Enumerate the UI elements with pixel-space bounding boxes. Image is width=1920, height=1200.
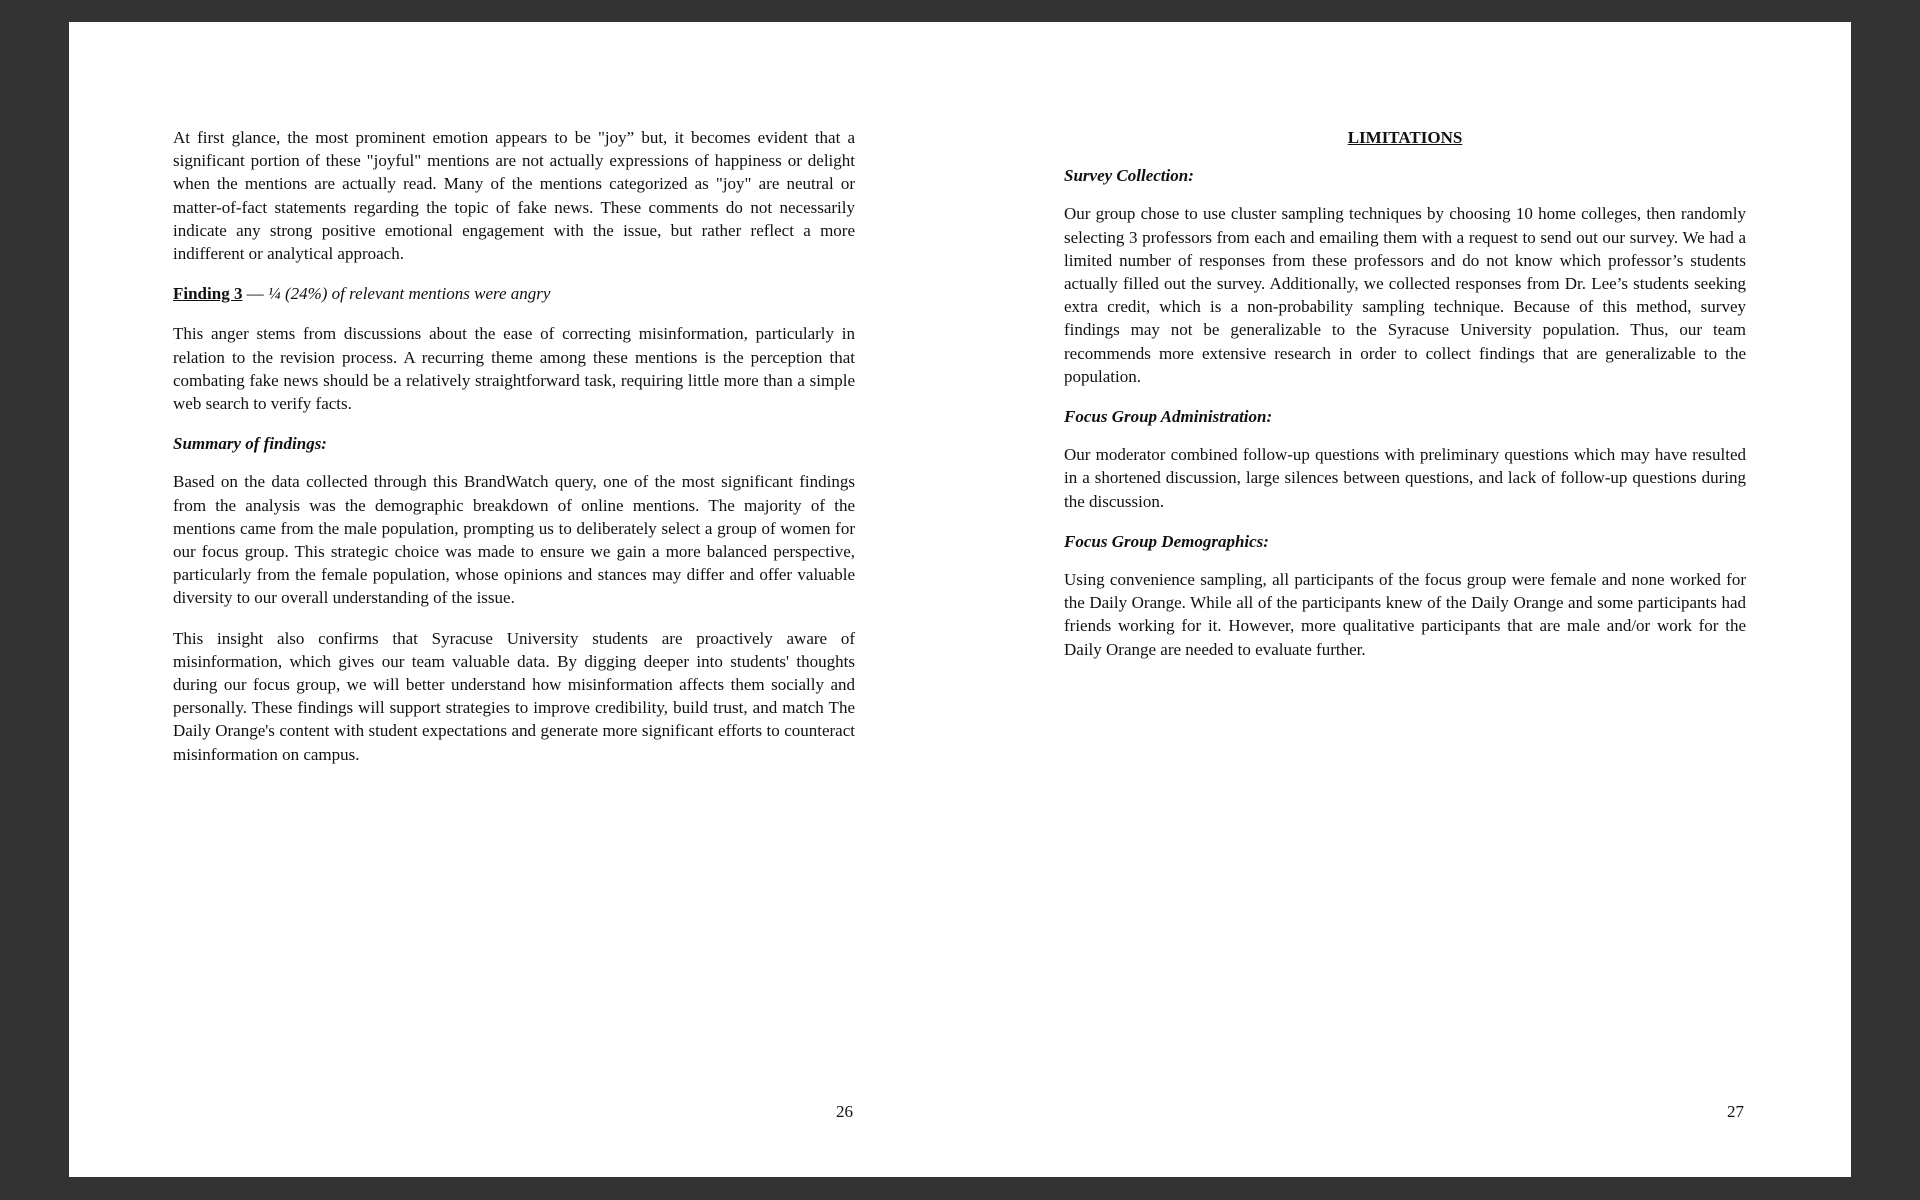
focus-group-administration-heading: Focus Group Administration: bbox=[1064, 407, 1273, 427]
page-number-left: 26 bbox=[836, 1102, 853, 1121]
finding-text: ¼ (24%) of relevant mentions were angry bbox=[267, 284, 551, 304]
finding-label: Finding 3 bbox=[173, 284, 243, 304]
focus-group-demographics-paragraph: Using convenience sampling, all participants of the focus group were female and none worked for the Daily Orange. While all of the participants knew of the Daily Orange and some participants had friends working for it. However, more qualitative participants that are male and/or work for the Daily Orange are needed to evaluate further. bbox=[1064, 570, 1746, 659]
summary-paragraph-1: Based on the data collected through this BrandWatch query, one of the most significant findings from the analysis was the demographic breakdown of online mentions. The majority of the mentions came from the male population, prompting us to deliberately select a group of women for our focus group. This strategic choice was made to ensure we gain a more balanced perspective, particularly from the female population, whose opinions and stances may differ and offer valuable diversity to our overall understanding of the issue. bbox=[173, 472, 855, 608]
focus-group-administration-paragraph: Our moderator combined follow-up questions with preliminary questions which may have resulted in a shortened discussion, large silences between questions, and lack of follow-up questions during the discussion. bbox=[1064, 445, 1746, 511]
focus-group-demographics-heading: Focus Group Demographics: bbox=[1064, 531, 1269, 551]
right-page-content bbox=[1064, 126, 1746, 678]
summary-heading: Summary of findings: bbox=[173, 434, 327, 454]
survey-collection-paragraph: Our group chose to use cluster sampling techniques by choosing 10 home colleges, then randomly selecting 3 professors from each and emailing them with a request to send out our survey. We had a limited number of responses from these professors and do not know which professor’s students actually filled out the survey. Additionally, we collected responses from Dr. Lee’s students seeking extra credit, which is a non-probability sampling technique. Because of this method, survey findings may not be generalizable to the Syracuse University population. Thus, our team recommends more extensive research in order to collect findings that are generalizable to the population. bbox=[1064, 204, 1746, 386]
page-number-right: 27 bbox=[1727, 1102, 1744, 1121]
document-spread bbox=[69, 22, 1851, 1177]
summary-paragraph-2: This insight also confirms that Syracuse University students are proactively aware of misinformation, which gives our team valuable data. By digging deeper into students' thoughts during our focus group, we will better understand how misinformation affects them socially and personally. These findings will support strategies to improve credibility, build trust, and match The Daily Orange's content with student expectations and generate more significant efforts to counteract misinformation on campus. bbox=[173, 628, 855, 764]
intro-paragraph: At first glance, the most prominent emotion appears to be "joy” but, it becomes evident that a significant portion of these "joyful" mentions are not actually expressions of happiness or delight when the mentions are actually read. Many of the mentions categorized as "joy" are neutral or matter-of-fact statements regarding the topic of fake news. These comments do not necessarily indicate any strong positive emotional engagement with the issue, but rather reflect a more indifferent or analytical approach. bbox=[173, 128, 855, 264]
anger-paragraph: This anger stems from discussions about the ease of correcting misinformation, particularly in relation to the revision process. A recurring theme among these mentions is the perception that combating fake news should be a relatively straightforward task, requiring little more than a simple web search to verify facts. bbox=[173, 324, 855, 414]
finding-dash: — bbox=[242, 284, 268, 304]
left-page-content bbox=[173, 126, 855, 783]
finding-3-heading bbox=[173, 282, 855, 305]
limitations-title: LIMITATIONS bbox=[1347, 128, 1463, 147]
survey-collection-heading: Survey Collection: bbox=[1064, 166, 1194, 186]
